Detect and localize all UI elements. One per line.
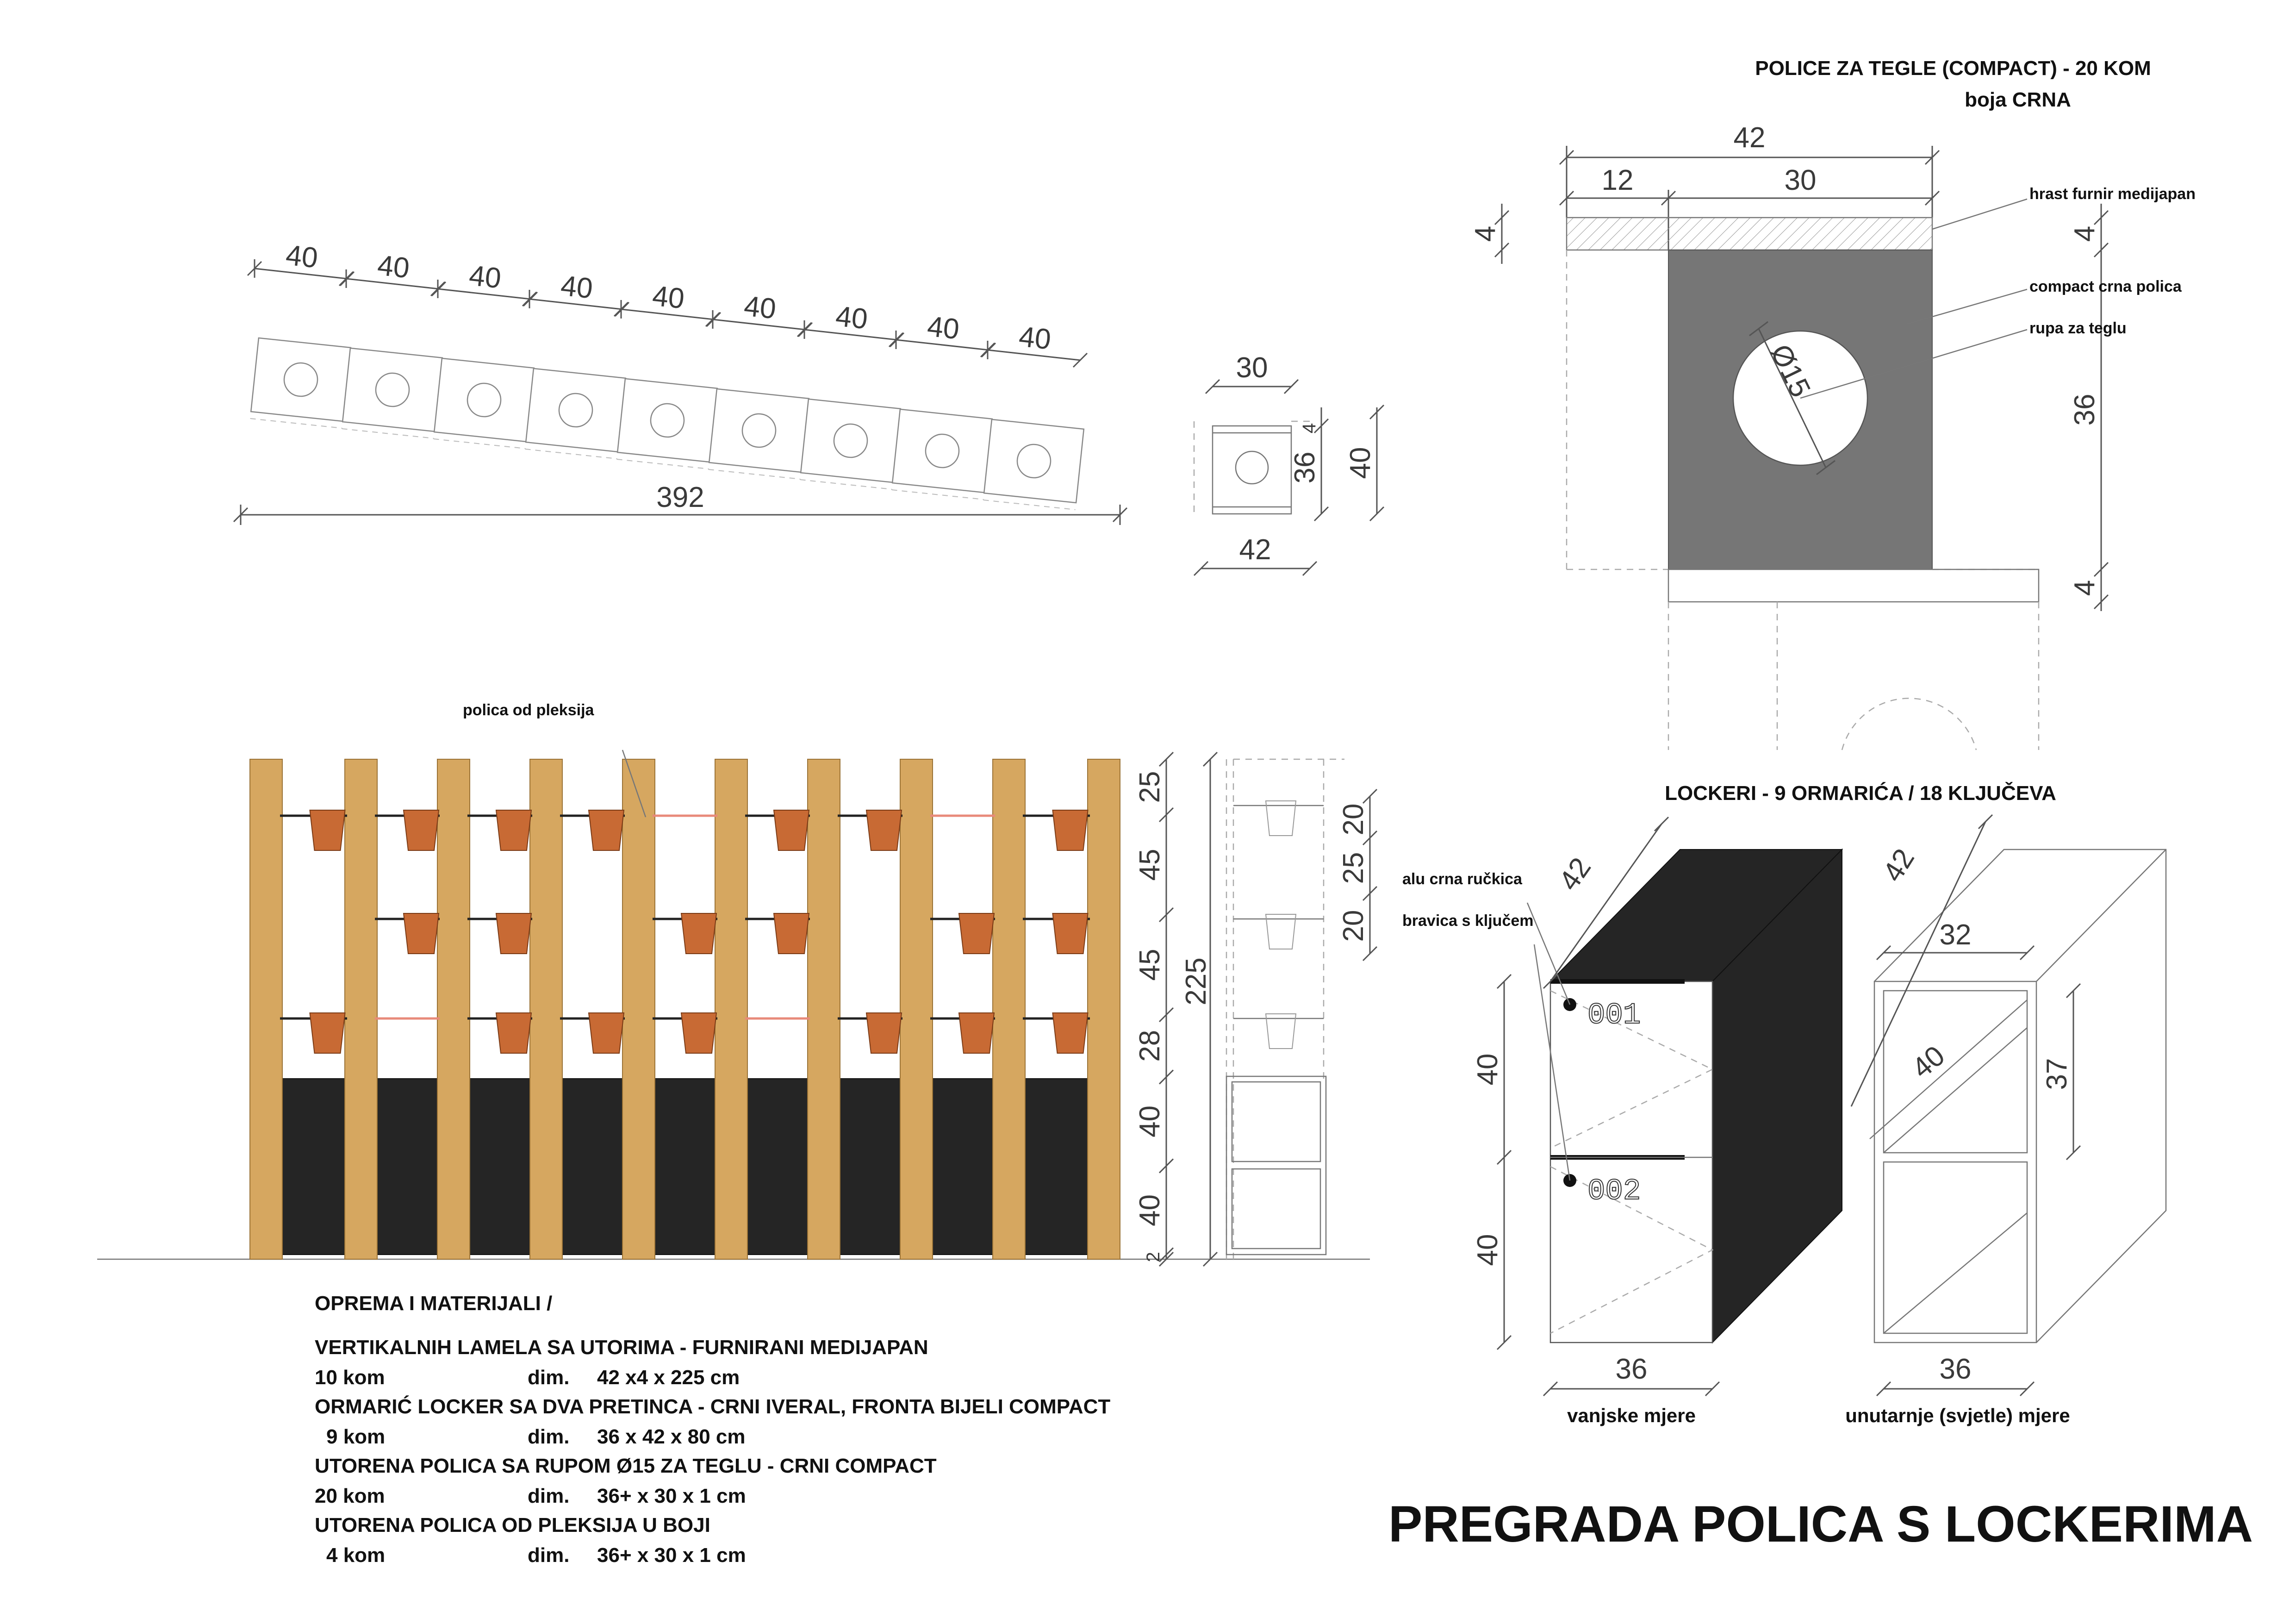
elevation-height-dim: 25 bbox=[1134, 771, 1166, 803]
shelf-dim-top-left: 4 bbox=[1469, 225, 1501, 242]
material-dim-label: dim. bbox=[528, 1366, 570, 1389]
material-name: ORMARIĆ LOCKER SA DVA PRETINCA - CRNI IVERAL, FRONTA BIJELI COMPACT bbox=[315, 1395, 1111, 1418]
material-dim: 36 x 42 x 80 cm bbox=[597, 1425, 746, 1448]
top-plan-view bbox=[234, 239, 1127, 525]
inner-height: 37 bbox=[2041, 1058, 2073, 1090]
elevation-total-dim: 225 bbox=[1180, 957, 1212, 1006]
hole-diameter: Ø15 bbox=[1764, 339, 1817, 402]
plan-module bbox=[983, 419, 1084, 510]
label-hole: rupa za teglu bbox=[2029, 319, 2127, 337]
front-elevation bbox=[97, 701, 1377, 1266]
jar-pot bbox=[310, 1013, 345, 1053]
material-qty: 4 kom bbox=[326, 1544, 386, 1567]
jar-pot bbox=[496, 913, 531, 954]
jar-pot bbox=[866, 810, 902, 850]
plan-module bbox=[434, 358, 534, 449]
material-qty: 9 kom bbox=[326, 1425, 386, 1448]
jar-pot bbox=[589, 810, 624, 850]
elevation-height-dim: 40 bbox=[1134, 1105, 1166, 1137]
plan-module-dim: 40 bbox=[742, 290, 778, 325]
material-dim: 36+ x 30 x 1 cm bbox=[597, 1485, 746, 1507]
shelf-dim-top-right: 4 bbox=[2069, 225, 2101, 242]
sheet-title: PREGRADA POLICA S LOCKERIMA bbox=[1388, 1496, 2253, 1553]
plan-module-dim: 40 bbox=[559, 269, 595, 305]
materials-list bbox=[315, 1292, 1110, 1567]
material-name: VERTIKALNIH LAMELA SA UTORIMA - FURNIRANI MEDIJAPAN bbox=[315, 1336, 928, 1359]
inner-diag: 40 bbox=[1906, 1039, 1951, 1085]
plan-module bbox=[709, 389, 809, 479]
jar-pot bbox=[589, 1013, 624, 1053]
plan-module bbox=[892, 409, 992, 500]
shelf-detail-view bbox=[1469, 57, 2196, 750]
plan-module-dim: 40 bbox=[376, 249, 411, 285]
outer-width: 36 bbox=[1615, 1353, 1648, 1385]
plan-module bbox=[342, 348, 442, 438]
plan-module-dim: 40 bbox=[926, 310, 961, 346]
elevation-height-dim: 28 bbox=[1134, 1030, 1166, 1062]
jar-pot bbox=[774, 810, 809, 850]
jar-pot bbox=[866, 1013, 902, 1053]
jar-pot bbox=[681, 1013, 716, 1053]
inner-caption: unutarnje (svjetle) mjere bbox=[1845, 1405, 2070, 1426]
material-name: UTORENA POLICA OD PLEKSIJA U BOJI bbox=[315, 1514, 710, 1537]
plan-module-dim: 40 bbox=[467, 259, 503, 295]
shelf-dim-height: 36 bbox=[2069, 394, 2101, 426]
outer-caption: vanjske mjere bbox=[1567, 1405, 1696, 1426]
material-name: UTORENA POLICA SA RUPOM Ø15 ZA TEGLU - CRNI COMPACT bbox=[315, 1455, 937, 1477]
elevation-slat bbox=[900, 759, 933, 1259]
locker-number-1: 001 bbox=[1587, 999, 1641, 1032]
plan-module-dim: 40 bbox=[834, 300, 870, 336]
label-handle: alu crna ručkica bbox=[1402, 870, 1522, 888]
elevation-slat bbox=[1088, 759, 1120, 1259]
side-dim-1: 20 bbox=[1338, 803, 1369, 836]
jar-pot bbox=[1053, 810, 1088, 850]
inner-depth: 42 bbox=[1877, 843, 1921, 887]
material-qty: 10 kom bbox=[315, 1366, 385, 1389]
material-dim: 42 x4 x 225 cm bbox=[597, 1366, 740, 1389]
jar-pot bbox=[404, 810, 439, 850]
label-plexi-shelf: polica od pleksija bbox=[463, 701, 594, 719]
jar-pot bbox=[496, 1013, 531, 1053]
lockers-view bbox=[1402, 781, 2166, 1426]
section-width-bottom: 42 bbox=[1239, 534, 1271, 566]
elevation-height-dim: 45 bbox=[1134, 849, 1166, 881]
shelf-dim-b: 30 bbox=[1784, 164, 1817, 196]
elevation-height-dim: 45 bbox=[1134, 949, 1166, 981]
outer-h1: 40 bbox=[1472, 1053, 1504, 1086]
shelf-detail-header-2: boja CRNA bbox=[1965, 88, 2071, 111]
plan-total-dim: 392 bbox=[656, 481, 704, 513]
jar-pot bbox=[1053, 913, 1088, 954]
elevation-slat bbox=[715, 759, 747, 1259]
section-width-top: 30 bbox=[1236, 352, 1268, 384]
elevation-slat bbox=[437, 759, 470, 1259]
shelf-dim-bottom: 4 bbox=[2069, 580, 2101, 596]
jar-pot bbox=[310, 810, 345, 850]
locker-number-2: 002 bbox=[1587, 1175, 1641, 1208]
jar-pot bbox=[496, 810, 531, 850]
plan-module bbox=[250, 338, 351, 428]
jar-pot bbox=[774, 913, 809, 954]
plan-module-dim: 40 bbox=[651, 280, 686, 315]
material-dim-label: dim. bbox=[528, 1485, 570, 1507]
shelf-dim-a: 12 bbox=[1601, 164, 1634, 196]
plan-module bbox=[525, 369, 626, 459]
lockers-header: LOCKERI - 9 ORMARIĆA / 18 KLJUČEVA bbox=[1665, 782, 2056, 805]
label-veneer: hrast furnir medijapan bbox=[2029, 185, 2196, 203]
plan-module bbox=[617, 379, 717, 469]
shelf-detail-header-1: POLICE ZA TEGLE (COMPACT) - 20 KOM bbox=[1755, 57, 2151, 80]
jar-pot bbox=[959, 1013, 994, 1053]
label-compact: compact crna polica bbox=[2029, 278, 2182, 295]
section-h1: 4 bbox=[1299, 423, 1319, 434]
label-lock: bravica s ključem bbox=[1402, 912, 1534, 930]
jar-pot bbox=[681, 913, 716, 954]
elevation-slat bbox=[345, 759, 377, 1259]
inner-top: 32 bbox=[1939, 919, 1972, 951]
outer-h2: 40 bbox=[1472, 1234, 1504, 1266]
shelf-dim-total: 42 bbox=[1733, 122, 1766, 154]
materials-heading: OPREMA I MATERIJALI / bbox=[315, 1292, 553, 1315]
elevation-slat bbox=[250, 759, 282, 1259]
jar-pot bbox=[404, 913, 439, 954]
jar-pot bbox=[959, 913, 994, 954]
elevation-slat bbox=[993, 759, 1025, 1259]
elevation-slat bbox=[622, 759, 655, 1259]
material-dim-label: dim. bbox=[528, 1544, 570, 1567]
section-h2: 36 bbox=[1289, 451, 1321, 484]
plan-module-dim: 40 bbox=[1017, 320, 1053, 356]
material-dim: 36+ x 30 x 1 cm bbox=[597, 1544, 746, 1567]
elevation-height-dim: 2 bbox=[1143, 1252, 1164, 1262]
elevation-slat bbox=[808, 759, 840, 1259]
material-qty: 20 kom bbox=[315, 1485, 385, 1507]
outer-depth: 42 bbox=[1553, 852, 1598, 897]
side-dim-3: 20 bbox=[1338, 910, 1369, 942]
plan-module-dim: 40 bbox=[284, 239, 320, 275]
material-dim-label: dim. bbox=[528, 1425, 570, 1448]
inner-width: 36 bbox=[1939, 1353, 1972, 1385]
side-dim-2: 25 bbox=[1338, 852, 1369, 884]
section-h3: 40 bbox=[1344, 447, 1376, 479]
small-section-view bbox=[1194, 352, 1384, 575]
jar-pot bbox=[1053, 1013, 1088, 1053]
elevation-height-dim: 40 bbox=[1134, 1194, 1166, 1226]
plan-module bbox=[800, 399, 901, 489]
elevation-slat bbox=[530, 759, 562, 1259]
